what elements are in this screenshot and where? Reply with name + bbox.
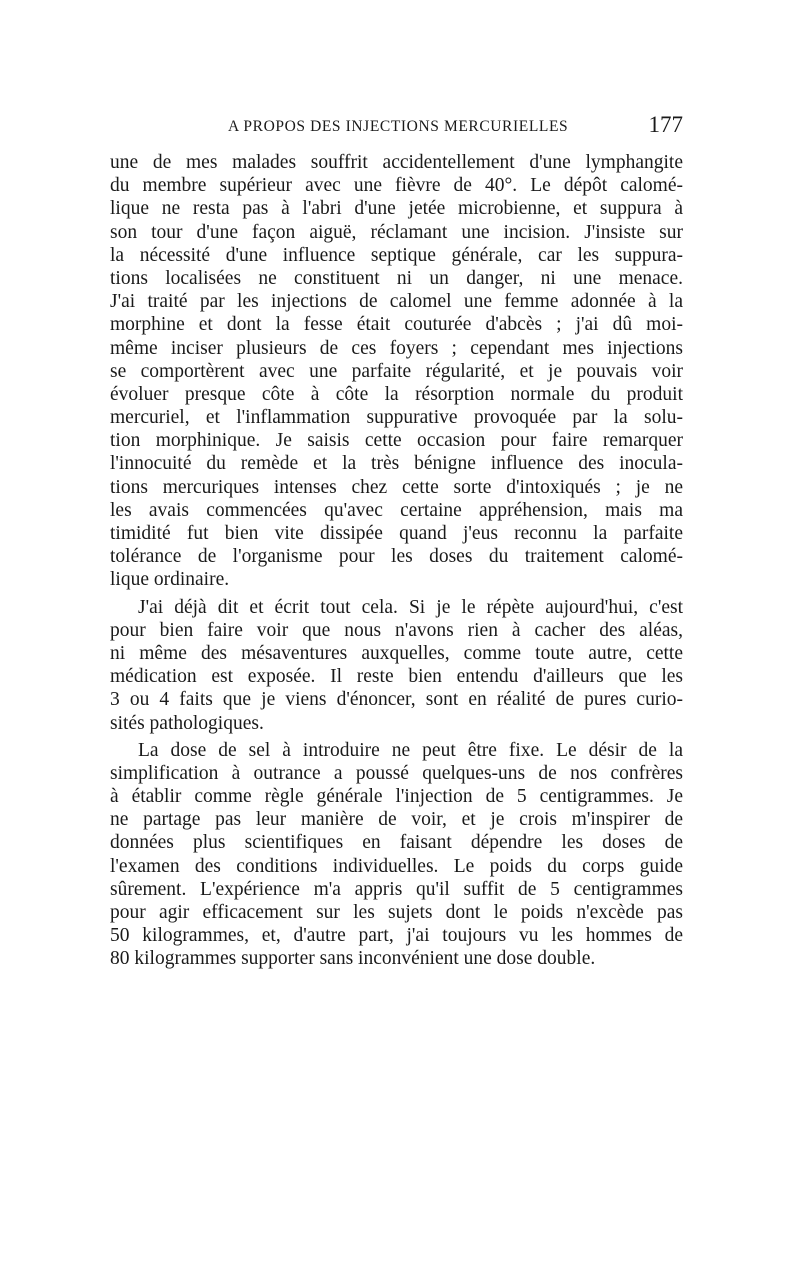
text-line: la nécessité d'une influence septique générale, car les suppura- xyxy=(110,244,683,266)
text-line: données plus scientifiques en faisant dépendre les doses de xyxy=(110,832,683,854)
text-line: sûrement. L'expérience m'a appris qu'il suffit de 5 centigrammes xyxy=(110,878,683,900)
text-line: simplification à outrance a poussé quelques-uns de nos confrères xyxy=(110,762,683,784)
text-line: ne partage pas leur manière de voir, et je crois m'inspirer de xyxy=(110,809,683,831)
text-line: se comportèrent avec une parfaite régularité, et je pouvais voir xyxy=(110,360,683,382)
text-line: ni même des mésaventures auxquelles, comme toute autre, cette xyxy=(110,642,683,664)
text-line: l'examen des conditions individuelles. Le poids du corps guide xyxy=(110,855,683,877)
text-line: pour bien faire voir que nous n'avons rien à cacher des aléas, xyxy=(110,619,683,641)
text-line: lique ordinaire. xyxy=(110,569,230,591)
text-line: 80 kilogrammes supporter sans inconvénient une dose double. xyxy=(110,948,596,970)
text-line: tions localisées ne constituent ni un danger, ni une menace. xyxy=(110,267,683,289)
paragraph-2 xyxy=(110,596,683,735)
page-header xyxy=(110,112,683,142)
text-line: lique ne resta pas à l'abri d'une jetée microbienne, et suppura à xyxy=(110,198,683,220)
text-line: évoluer presque côte à côte la résorption normale du produit xyxy=(110,383,683,405)
text-line: 3 ou 4 faits que je viens d'énoncer, sont en réalité de pures curio- xyxy=(110,689,683,711)
text-line: l'innocuité du remède et la très bénigne influence des inocula- xyxy=(110,453,683,475)
page-number: 177 xyxy=(648,112,683,137)
text-line: tions mercuriques intenses chez cette sorte d'intoxiqués ; je ne xyxy=(110,476,683,498)
text-line: morphine et dont la fesse était couturée d'abcès ; j'ai dû moi- xyxy=(110,314,683,336)
text-line: 50 kilogrammes, et, d'autre part, j'ai toujours vu les hommes de xyxy=(110,925,683,947)
text-line: son tour d'une façon aiguë, réclamant une incision. J'insiste sur xyxy=(110,221,683,243)
body-text xyxy=(110,151,683,971)
text-line: médication est exposée. Il reste bien entendu d'ailleurs que les xyxy=(110,666,683,688)
text-line: une de mes malades souffrit accidentellement d'une lymphangite xyxy=(110,152,683,173)
text-line: pour agir efficacement sur les sujets dont le poids n'excède pas xyxy=(110,902,683,923)
text-line: tion morphinique. Je saisis cette occasion pour faire remarquer xyxy=(110,430,683,452)
text-line: mercuriel, et l'inflammation suppurative provoquée par la solu- xyxy=(110,407,683,429)
text-line: même inciser plusieurs de ces foyers ; cependant mes injections xyxy=(110,337,683,359)
text-line: J'ai traité par les injections de calomel une femme adonnée à la xyxy=(110,291,683,313)
text-line: les avais commencées qu'avec certaine appréhension, mais ma xyxy=(110,499,683,521)
paragraph-1 xyxy=(110,151,683,592)
text-line: tolérance de l'organisme pour les doses du traitement calomé- xyxy=(110,546,683,568)
text-line: timidité fut bien vite dissipée quand j'eus reconnu la parfaite xyxy=(110,523,683,544)
text-line: La dose de sel à introduire ne peut être fixe. Le désir de la xyxy=(138,739,683,761)
text-line: du membre supérieur avec une fièvre de 40°. Le dépôt calomé- xyxy=(110,175,683,197)
paragraph-3 xyxy=(110,739,683,971)
text-line: sités pathologiques. xyxy=(110,712,264,734)
text-line: J'ai déjà dit et écrit tout cela. Si je le répète aujourd'hui, c'est xyxy=(138,596,683,618)
running-title: A PROPOS DES INJECTIONS MERCURIELLES xyxy=(228,118,569,135)
text-line: à établir comme règle générale l'injection de 5 centigrammes. Je xyxy=(110,786,683,808)
